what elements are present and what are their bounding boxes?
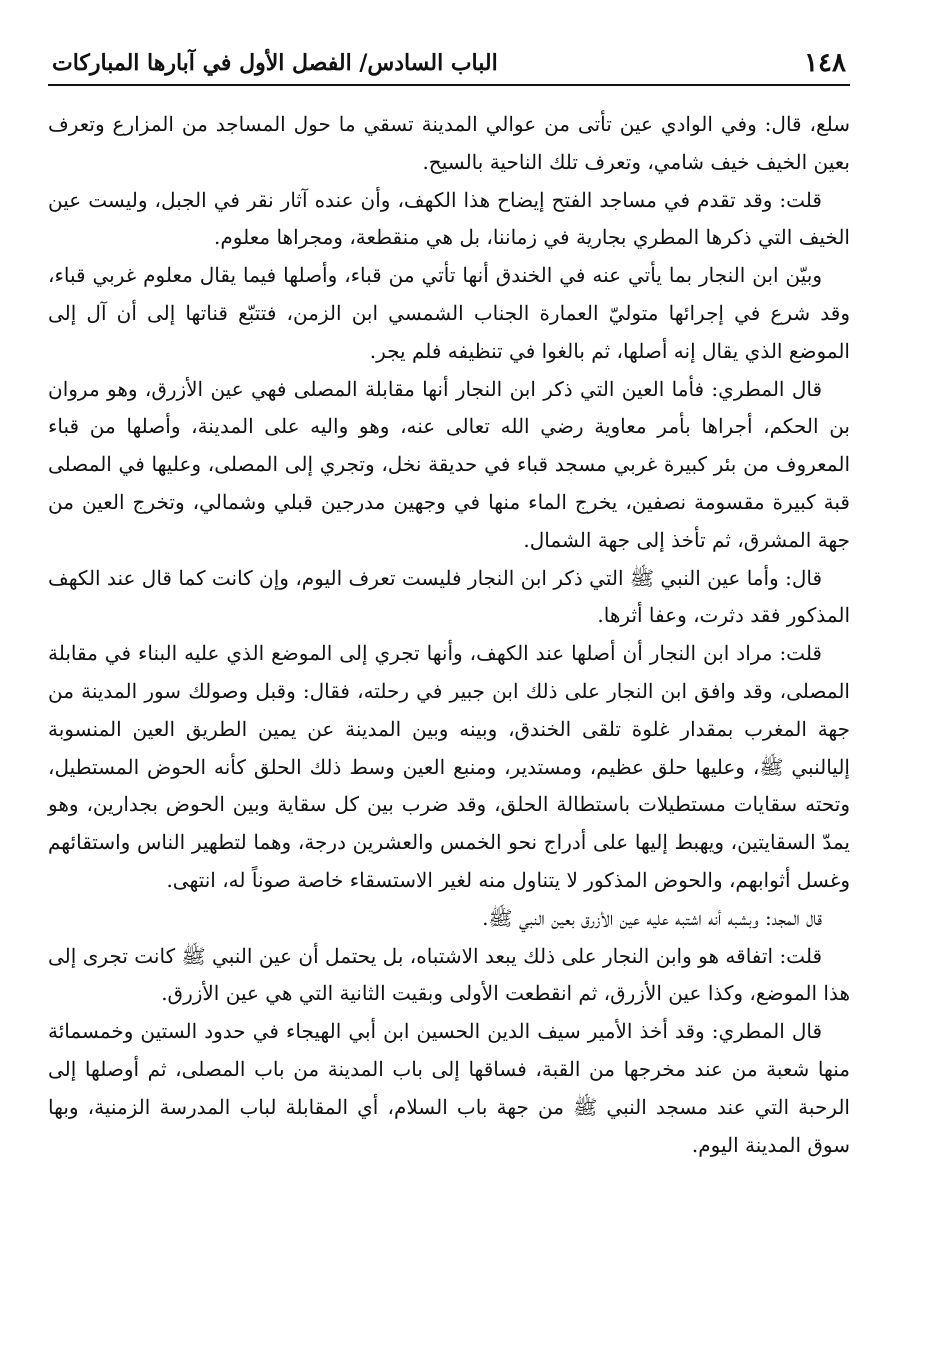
- paragraph: قال المطري: فأما العين التي ذكر ابن النجار أنها مقابلة المصلى فهي عين الأزرق، وهو مروان بن الحكم، أجراها بأمر معاوية رضي الله تعالى عنه، وهو واليه على المدينة، وأصلها من قباء المعروف من بئر كبيرة غربي مسجد قباء في حديقة نخل، وتجري إلى المصلى، وعليها في المصلى قبة كبيرة مقسومة نصفين، يخرج الماء منها في وجهين مدرجين قبلي وشمالي، وتخرج العين من جهة المشرق، ثم تأخذ إلى جهة الشمال.: [48, 376, 850, 552]
- paragraph: قلت: مراد ابن النجار أن أصلها عند الكهف، وأنها تجري إلى الموضع الذي عليه البناء في مقابلة المصلى، وقد وافق ابن النجار على ذلك ابن جبير في رحلته، فقال: وقبل وصولك سور المدينة من جهة المغرب بمقدار غلوة تلقى الخندق، وبينه وبين المدينة عن يمين الطريق العين المنسوبة إليالنبي ﷺ، وعليها حلق عظيم، ومستدير، ومنبع العين وسط ذلك الحلق كأنه الحوض المستطيل، وتحته سقايات مستطيلات باستطالة الحلق، وقد ضرب بين كل سقاية وبين الحوض بجدارين، وهو يمدّ السقايتين، ويهبط إليها على أدراج نحو الخمس والعشرين درجة، وهما لتطهير الناس واستقائهم وغسل أثوابهم، والحوض المذكور لا يتناول منه لغير الاستسقاء خاصة صوناً له، انتهى.: [48, 641, 850, 892]
- page-body: [48, 86, 850, 1164]
- paragraph: قلت: اتفاقه هو وابن النجار على ذلك يبعد الاشتباه، بل يحتمل أن عين النبي ﷺ كانت تجرى إلى هذا الموضع، وكذا عين الأزرق، ثم انقطعت الأولى وبقيت الثانية التي هي عين الأزرق.: [48, 943, 850, 1006]
- paragraph: وبيّن ابن النجار بما يأتي عنه في الخندق أنها تأتي من قباء، وأصلها فيما يقال معلوم غربي قباء، وقد شرع في إجرائها متوليّ العمارة الجناب الشمسي ابن الزمن، فتتبّع قناتها إلى أن آل إلى الموضع الذي يقال إنه أصلها، ثم بالغوا في تنظيفه فلم يجر.: [48, 263, 850, 363]
- page: [48, 44, 850, 1334]
- paragraph: قال المطري: وقد أخذ الأمير سيف الدين الحسين ابن أبي الهيجاء في حدود الستين وخمسمائة منها شعبة من عند مخرجها من القبة، فساقها إلى باب المدينة من باب المصلى، ثم أوصلها إلى الرحبة التي عند مسجد النبي ﷺ من جهة باب السلام، أي المقابلة لباب المدرسة الزمنية، وبها سوق المدينة اليوم.: [48, 1019, 850, 1157]
- paragraph: سلع، قال: وفي الوادي عين تأتى من عوالي المدينة تسقي ما حول المساجد من المزارع وتعرف بعين الخيف خيف شامي، وتعرف تلك الناحية بالسيح.: [48, 112, 850, 174]
- paragraph: قلت: وقد تقدم في مساجد الفتح إيضاح هذا الكهف، وأن عنده آثار نقر في الجبل، وليست عين الخيف التي ذكرها المطري بجارية في زماننا، بل هي منقطعة، ومجراها معلوم.: [48, 187, 850, 250]
- paragraph: قال: وأما عين النبي ﷺ التي ذكر ابن النجار فليست تعرف اليوم، وإن كانت كما قال عند الكهف المذكور فقد دثرت، وعفا أثرها.: [48, 565, 850, 628]
- running-title: الباب السادس/ الفصل الأول في آبارها المباركات: [52, 50, 498, 76]
- page-number: ١٤٨: [804, 48, 846, 78]
- page-header: [48, 44, 850, 86]
- paragraph: قال المجد: وبشبه أنه اشتبه عليه عين الأزرق بعين النبي ﷺ.: [482, 905, 822, 930]
